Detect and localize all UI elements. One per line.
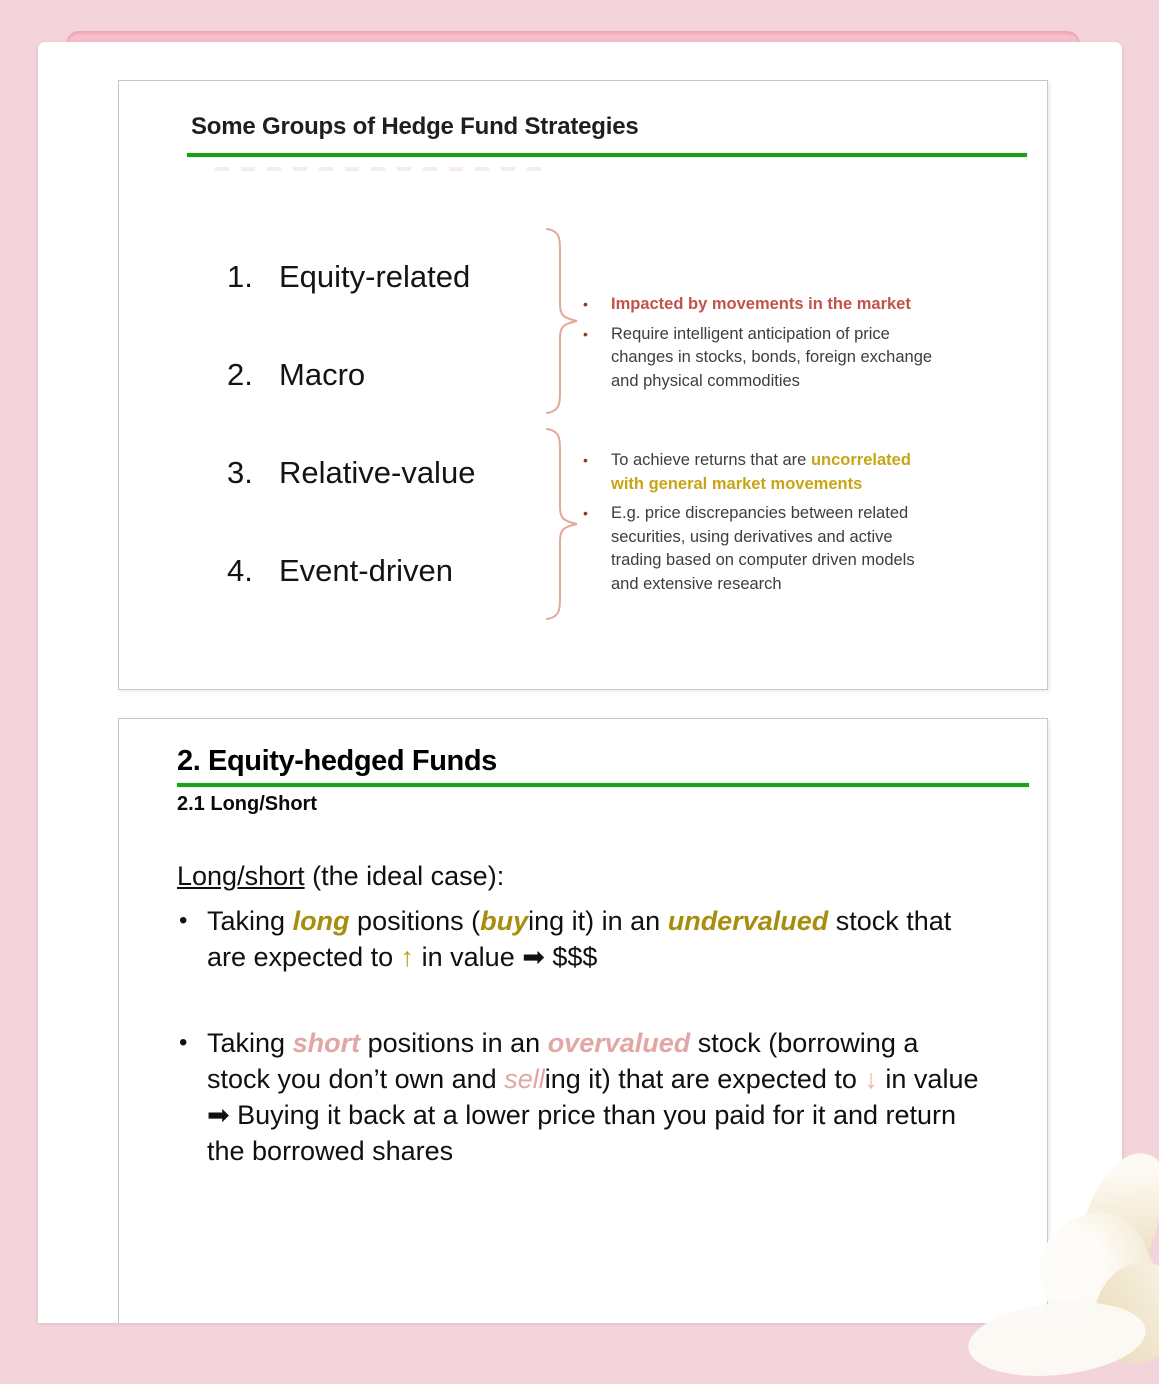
strategy-item-equity-related: [227, 259, 470, 295]
bullet-dot-icon: •: [583, 296, 588, 312]
curly-brace-icon: [541, 227, 581, 415]
strategy-item-number: 1.: [227, 259, 253, 294]
bullet-dot-icon: •: [179, 907, 188, 934]
bullet-text: To achieve returns that are uncorrelated with general market movements: [611, 451, 911, 493]
strategy-item-label: Macro: [279, 357, 366, 392]
slide-card-1: [118, 80, 1048, 690]
bullet-item: [577, 502, 943, 596]
strategy-item-number: 4.: [227, 553, 253, 588]
bullet-list-market-impact: [577, 293, 943, 399]
bullet-text: Impacted by movements in the market: [611, 295, 911, 313]
notes-page: [38, 42, 1122, 1323]
slide2-title-underline: [177, 783, 1029, 787]
bullet-dot-icon: •: [583, 325, 588, 342]
bullet-dot-icon: •: [179, 1029, 188, 1056]
strategy-item-event-driven: [227, 553, 453, 589]
strategy-item-number: 2.: [227, 357, 253, 392]
slide2-subtitle: 2.1 Long/Short: [177, 793, 317, 815]
strategy-item-macro: [227, 357, 365, 393]
strategy-item-relative-value: [227, 455, 475, 491]
strategy-item-label: Event-driven: [279, 553, 454, 588]
bullet-item: [577, 449, 943, 496]
bullet-text: Taking long positions (buying it) in an undervalued stock that are expected to ↑ in value ➡ $$$: [207, 906, 952, 972]
slide2-title: 2. Equity-hedged Funds: [177, 745, 497, 777]
slide-card-2: [118, 718, 1048, 1323]
bullet-list-uncorrelated: [577, 449, 943, 602]
erased-highlight-mark: [215, 167, 545, 171]
bullet-text: E.g. price discrepancies between related securities, using derivatives and active trading based on computer driven models and extensive research: [611, 504, 915, 593]
bullet-text: Require intelligent anticipation of price changes in stocks, bonds, foreign exchange and physical commodities: [611, 324, 933, 390]
strategy-item-label: Relative-value: [279, 455, 476, 490]
slide1-title: Some Groups of Hedge Fund Strategies: [191, 113, 639, 140]
bullet-item: [577, 323, 943, 394]
longshort-lead: Long/short (the ideal case):: [177, 861, 505, 891]
curly-brace-icon: [541, 427, 581, 621]
longshort-bullet-2: [179, 1025, 999, 1169]
strategy-item-label: Equity-related: [279, 259, 471, 294]
strategy-item-number: 3.: [227, 455, 253, 490]
slide1-title-underline: [187, 153, 1027, 157]
bullet-dot-icon: •: [583, 505, 588, 521]
bullet-dot-icon: •: [583, 452, 588, 468]
bullet-text: Taking short positions in an overvalued stock (borrowing a stock you don’t own and selling it) that are expected to ↓ in value ➡ Buying it back at a lower price than you paid for it and return the borrowed shares: [207, 1028, 979, 1166]
bullet-item: [577, 293, 943, 317]
longshort-bullet-1: [179, 903, 999, 975]
